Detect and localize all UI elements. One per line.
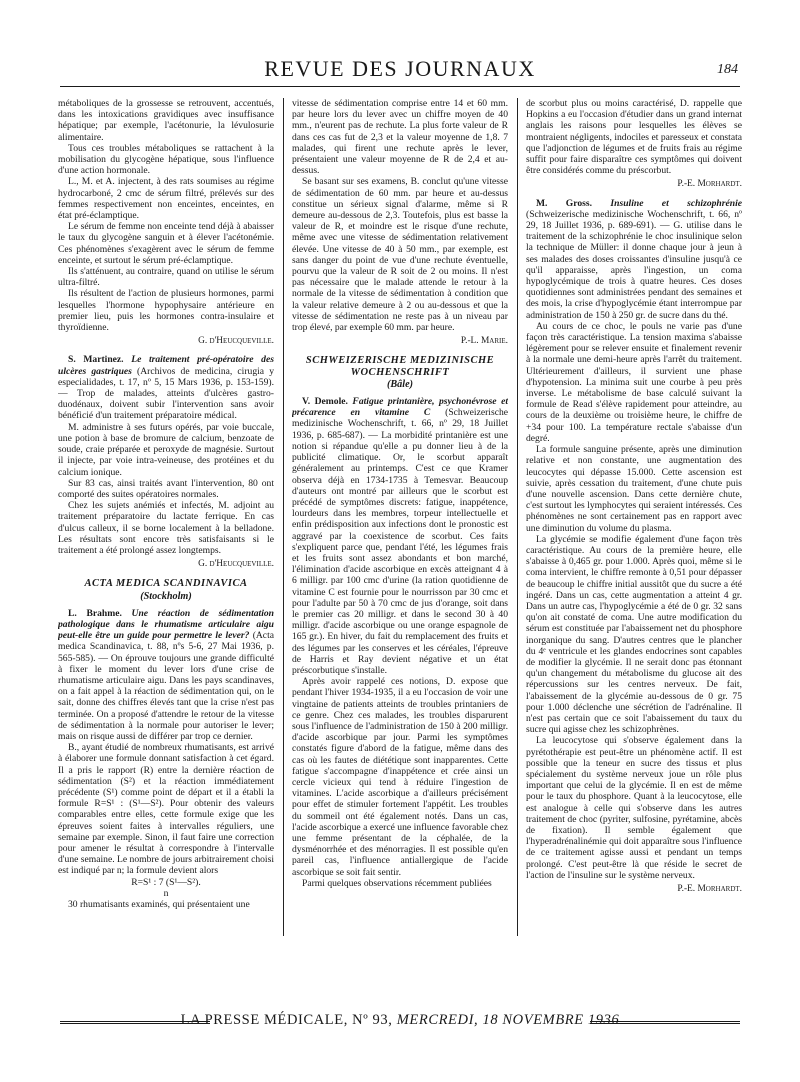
column-1 bbox=[58, 98, 274, 946]
paragraph: Tous ces troubles métaboliques se rattachent à la mobilisation du glycogène hépatique, sous l'influence d'une action hormonale. bbox=[58, 142, 274, 177]
article-abstract bbox=[58, 608, 274, 742]
footer-rule bbox=[590, 1021, 740, 1024]
paragraph: Se basant sur ses examens, B. conclut qu'une vitesse de sédimentation de 60 mm. par heure et au-dessus constitue un sérieux signal d'alarme, même si R demeure au-dessous de 2,3. Toutefois, plus est basse la valeur de R, et moindre est le risque d'une rechute, même avec une vitesse de sédimentation relativement élevée. Une vitesse de 40 à 50 mm., par exemple, est sans danger du point de vue d'une rechute éventuelle, pourvu que la valeur de R soit de 2 ou moins. Il n'est pas nécessaire que le malade attende le retour à la normale de la vitesse de sédimentation à condition que la valeur relative demeure à 2 ou au-dessous et que la vitesse de sédimentation ne reste pas à un niveau par trop élevé, par exemple 60 mm. par heure. bbox=[292, 176, 508, 334]
article-author: S. Martinez. bbox=[68, 354, 124, 366]
paragraph: Ils s'atténuent, au contraire, quand on utilise le sérum ultra-filtré. bbox=[58, 266, 274, 289]
journal-section-title: REVUE DES JOURNAUX bbox=[264, 56, 536, 81]
article-reference: (Schweizerische medizinische Wochenschrift, t. 66, nº 29, 18 Juillet 1936, p. 689-691). — G. utilise dans le traitement de la schizophrénie le choc insulinique selon la technique de Müller: il donne chaque jour à jeun à ses malades des doses croissantes d'insuline jusqu'à ce qu'il apparaisse, après l'ingestion, un coma hypoglycémique de trois à quatre heures. Ces doses quotidiennes sont administrées pendant des semaines et des mois, la crise d'hypoglycémie étant interrompue par administration de 150 à 250 gr. de sucre dans du thé. bbox=[526, 208, 742, 321]
article-title: Fatigue printanière, psychonévrose et précarence en vitamine C bbox=[292, 396, 508, 419]
author-signature: P.-E. Morhardt. bbox=[677, 179, 742, 190]
paragraph: Parmi quelques observations récemment publiées bbox=[302, 877, 492, 889]
column-divider bbox=[283, 98, 284, 936]
paragraph: B., ayant étudié de nombreux rhumatisants, est arrivé à élaborer une formule donnant satisfaction à cet égard. Il a pris le rapport (R) entre la dernière réaction de sédimentation (S²) et la réaction immédiatement précédente (S¹) comme point de départ et il a établi la formule R=S¹ : (S¹—S²). Pour obtenir des valeurs comparables entre elles, cette formule exige que les épreuves soient faites à intervalles réguliers, une semaine par exemple. Sinon, il faut faire une correction pour amener le résultat à correspondre à l'intervalle d'une semaine. Le nombre de jours arbitrairement choisi est indiqué par n; la formule devient alors bbox=[58, 742, 274, 877]
author-signature: G. d'Heucqueville. bbox=[198, 559, 274, 570]
header-rule bbox=[60, 86, 740, 87]
column-divider bbox=[517, 98, 518, 936]
article-abstract bbox=[292, 396, 508, 676]
paragraph: de scorbut plus ou moins caractérisé, D. rappelle que Hopkins a eu l'occasion d'étudier dans un grand internat anglais les raisons pour lesquelles les élèves se montraient négligents, indociles et paresseux et constata que l'adjonction de légumes et de fruits frais au régime suffit pour faire disparaître ces symptômes qui doivent être considérés comme du préscorbut. bbox=[526, 98, 742, 177]
page-footer bbox=[60, 1010, 740, 1034]
paragraph: 30 rhumatisants examinés, qui présentaient une bbox=[68, 899, 250, 911]
article-author: M. Gross. bbox=[536, 197, 593, 209]
paragraph: La leucocytose qui s'observe également dans la pyrétothérapie est peut-être un phénomène actif. Il est possible que la teneur en sucre des tissus et plus spécialement du système nerveux joue un rôle plus important que celui de la glycémie. Il en est de même pour le taux du phosphore. Quant à la leucocytose, elle est analogue à celle qui s'observe dans les autres traitement de choc (pyriter, sulfosine, pyrétamine, abcès de fixation). Il semble également que l'hyperadrénalinémie qui doit apparaître sous l'influence de ce traitement agisse aussi et pendant un temps prolongé. C'est peut-être là que réside le secret de l'action de l'insuline sur le système nerveux. bbox=[526, 735, 742, 881]
column-2 bbox=[292, 98, 508, 946]
paragraph: M. administre à ses futurs opérés, par voie buccale, une potion à base de bromure de calcium, benzoate de soude, craie préparée et peroxyde de magnésie. Surtout il injecte, par voie intra-veineuse, des protéines et du calcium ionique. bbox=[58, 421, 274, 478]
paragraph: Au cours de ce choc, le pouls ne varie pas d'une façon très caractéristique. La tension maxima s'abaisse légèrement pour se relever ensuite et finalement revenir à la normale une demi-heure après l'arrêt du traitement. Ultérieurement d'ailleurs, il survient une phase d'hypotension. La minima suit une courbe à peu près inverse. Le métabolisme de base calculé suivant la formule de Read s'élève rapidement pour atteindre, au cours de la deuxième ou troisième heure, le chiffre de +34 pour 100. La température rectale s'abaisse d'un degré. bbox=[526, 320, 742, 444]
paragraph: Chez les sujets anémiés et infectés, M. adjoint au traitement préparatoire du lactate ferrique. En cas d'ulcus calleux, il se borne localement à la belladone. Les résultats sont encore très satisfaisants si le traitement a été prolongé assez longtemps. bbox=[58, 500, 274, 556]
article-reference: (Acta medica Scandinavica, t. 88, nºs 5-6, 27 Mai 1936, p. 565-585). — On éprouve toujours une grande difficulté à fixer le moment du lever lors d'une crise de rhumatisme articulaire aigu. Dans les pays scandinaves, on a fait appel à la réaction de sédimentation qui, on le sait, donne des chiffres élevés tant que la crise n'est pas terminée. On a proposé d'attendre le retour de la vitesse de sédimentation à la normale pour autoriser le lever; mais on risque aussi de différer par trop ce dernier. bbox=[58, 630, 274, 742]
journal-heading: ACTA MEDICA SCANDINAVICA bbox=[84, 578, 248, 590]
article-author: V. Demole. bbox=[302, 396, 348, 408]
article-reference: (Archivos de medicina, cirugia y especialidades, t. 17, nº 5, 15 Mars 1936, p. 153-159). — Trop de malades, atteints d'ulcères gastro-duodénaux, doivent subir l'intervention sans avoir bénéficié d'un traitement préparatoire médical. bbox=[58, 365, 274, 422]
journal-heading: SCHWEIZERISCHE MEDIZINISCHE WOCHENSCHRIFT bbox=[305, 355, 495, 378]
article-reference: (Schweizerische medizinische Wochenschrift, t. 66, nº 29, 18 Juillet 1936, p. 685-687). — La morbidité printanière est une notion si répandue qu'elle a pu donner lieu à de la publicité climatique. Or, le scorbut apparaît généralement au printemps. C'est ce que Kramer observa déjà en 1734-1735 à Temesvar. Beaucoup d'auteurs ont montré par ailleurs que le scorbut est précédé de symptômes discrets: fatigue, inappétence, lourdeurs dans les membres, torpeur intellectuelle et enfin prédisposition aux infections dont le pronostic est aggravé par la coexistence de scorbut. Ces faits s'expliquent parce que, pendant l'été, les légumes frais et les fruits sont assez abondants et bon marché, l'élimination d'acide ascorbique en excès atteignant 4 à 6 milligr. par 100 cmc d'urine (la ration quotidienne de vitamine C est fournie pour le nourrisson par 30 cmc et pour l'adulte par 50 à 70 cmc de jus d'orange, soit dans le premier cas 20 milligr. et dans le second 30 à 40 milligr. d'acide ascorbique ou une orange espagnole de 165 gr.). En hiver, du fait du remplacement des fruits et des légumes par les conserves et les céréales, l'épreuve de Harris et Ray devient négative et un état préscorbutique s'installe. bbox=[292, 407, 508, 676]
article-author: L. Brahme. bbox=[68, 607, 122, 619]
formula-denominator: n bbox=[163, 887, 169, 899]
journal-city: (Bâle) bbox=[386, 378, 414, 390]
paragraph: Ils résultent de l'action de plusieurs hormones, parmi lesquelles l'hormone hypophysaire antérieure en premier lieu, puis les hormones contra-insulaire et thyroïdienne. bbox=[58, 288, 274, 334]
journal-city: (Stockholm) bbox=[140, 590, 192, 602]
author-signature: P.-E. Morhardt. bbox=[677, 884, 742, 895]
footer-date: MERCREDI, 18 NOVEMBRE 1936 bbox=[396, 1012, 620, 1028]
paragraph: L., M. et A. injectent, à des rats soumises au régime hydrocarboné, 2 cmc de sérum filtré, prélevés sur des femmes respectivement non enceintes, enceintes, en état pré-éclamptique. bbox=[58, 176, 274, 222]
article-columns bbox=[58, 98, 742, 946]
page-number: 184 bbox=[717, 62, 738, 77]
article-title: Insuline et schizophrénie bbox=[610, 197, 742, 209]
paragraph: métaboliques de la grossesse se retrouvent, accentués, dans les intoxications gravidiques avec insuffisance hépatique; par exemple, l'acétonurie, la lévulosurie alimentaire. bbox=[58, 98, 274, 143]
article-title: Le traitement pré-opératoire des ulcères gastriques bbox=[58, 354, 274, 377]
author-signature: G. d'Heucqueville. bbox=[198, 336, 274, 347]
article-title: Une réaction de sédimentation pathologique dans le rhumatisme articulaire aigu peut-elle être un guide pour permettre le lever? bbox=[58, 607, 274, 642]
footer-journal: LA PRESSE MÉDICALE, Nº 93, bbox=[180, 1012, 393, 1028]
article-abstract bbox=[526, 198, 742, 321]
paragraph: La formule sanguine présente, après une diminution relative et non constante, une augmentation des leucocytes qui dépasse 15.000. Cette ascension est suivie, après cessation du traitement, d'une chute puis d'une nouvelle ascension. Dans cette dernière chute, c'est surtout les lymphocytes qui seraient intéressés. Ces phénomènes ne sont certainement pas en rapport avec une diminution du volume du plasma. bbox=[526, 444, 742, 534]
article-abstract bbox=[58, 354, 274, 421]
column-3 bbox=[526, 98, 742, 946]
formula: R=S¹ : 7 (S¹—S²). bbox=[131, 876, 201, 888]
paragraph: Sur 83 cas, ainsi traités avant l'intervention, 80 ont comporté des suites opératoires normales. bbox=[58, 477, 274, 500]
author-signature: P.-L. Marie. bbox=[460, 336, 508, 347]
paragraph: La glycémie se modifie également d'une façon très caractéristique. Au cours de la première heure, elle s'abaisse à 0,465 gr. pour 1.000. Après quoi, même si le coma intervient, le chiffre remonte à 0,51 pour dépasser de beaucoup le chiffre initial aussitôt que du sucre a été ingéré. Dans un cas, cette augmentation a atteint 4 gr. Dans un autre cas, l'hypoglycémie a été de 0 gr. 32 sans qu'on ait constaté de coma. Une autre modification du sérum est constituée par l'abaissement net du phosphore inorganique du sang. D'autres centres que le plancher du 4ᵉ ventricule et les glandes endocrines sont capables de modifier la glycémie. Il ne serait donc pas étonnant qu'un changement du métabolisme du glucose ait des répercussions sur les centres nerveux. De fait, l'abaissement de la glycémie au-dessous de 0 gr. 75 pour 1.000 déclenche une sécrétion de l'adrénaline. Il n'est pas certain que ce soit l'abaissement du taux du sucre qui agisse chez les schizophrènes. bbox=[526, 533, 742, 736]
paragraph: vitesse de sédimentation comprise entre 14 et 60 mm. par heure lors du lever avec un chiffre moyen de 40 mm., n'eurent pas de rechute. La plus forte valeur de R dans ces cas fut de 2,3 et la valeur moyenne de 1,8. 7 malades, qui firent une rechute après le lever, présentaient une valeur moyenne de R de 2,4 et au-dessus. bbox=[292, 98, 508, 177]
page-header bbox=[60, 56, 740, 86]
paragraph: Le sérum de femme non enceinte tend déjà à abaisser le taux du glycogène sanguin et à élever l'acétonémie. Ces phénomènes s'exagèrent avec le sérum de femme enceinte, et surtout le sérum pré-éclamptique. bbox=[58, 221, 274, 266]
paragraph: Après avoir rappelé ces notions, D. expose que pendant l'hiver 1934-1935, il a eu l'occasion de voir une vingtaine de patients atteints de troubles printaniers de ce genre. Chez ces malades, les troubles disparurent sous l'influence de l'administration de 150 à 200 milligr. d'acide ascorbique par jour. Parmi les symptômes constatés figure d'abord de la fatigue, même dans des cas où les fautes de diététique sont inapparentes. Cette fatigue s'accompagne d'inappétence et crée ainsi un cercle vicieux qui tend à réduire l'ingestion de vitamines. L'acide ascorbique a d'ailleurs précisément pour effet de stimuler fortement l'appétit. Les troubles du sommeil ont été également notés. Dans un cas, l'acide ascorbique a exercé une influence favorable chez une femme présentant de la céphalée, de la dysménorrhée et des ménorragies. Il est possible qu'en pareil cas, l'influence antiallergique de l'acide ascorbique se soit fait sentir. bbox=[292, 676, 508, 878]
